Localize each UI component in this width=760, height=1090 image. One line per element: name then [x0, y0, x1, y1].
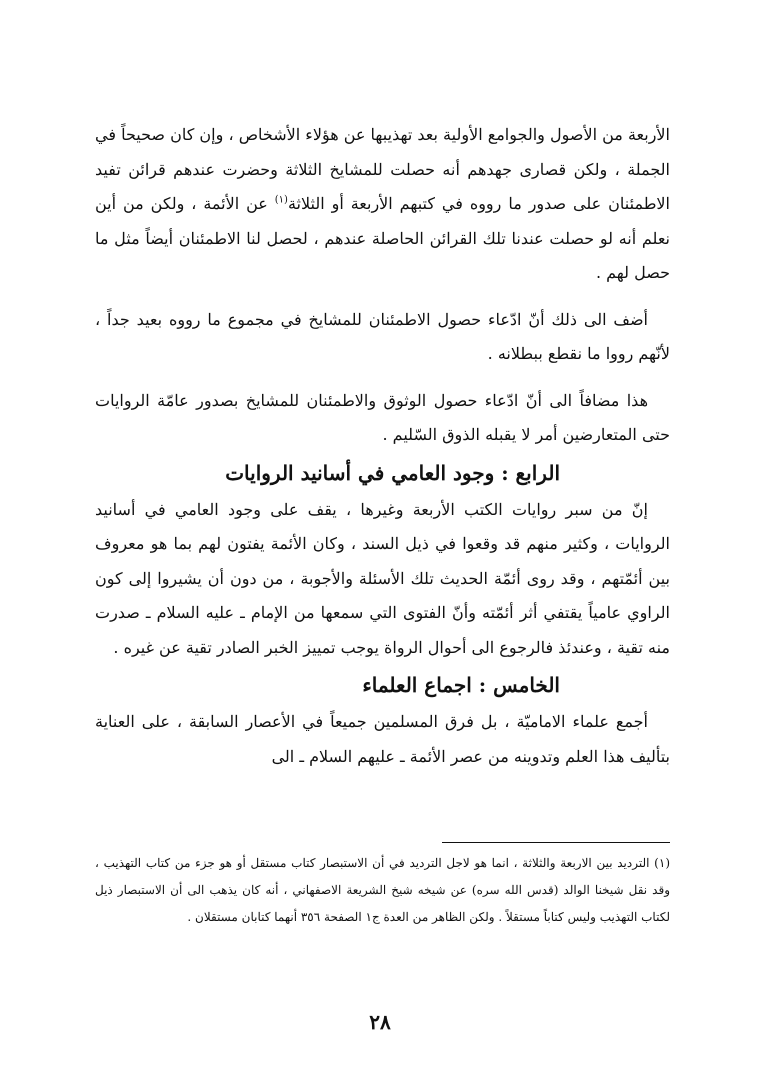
paragraph-5: أجمع علماء الاماميّة ، بل فرق المسلمين جميعاً في الأعصار السابقة ، على العناية بتأليف هذا العلم وتدوينه من عصر الأئمة ـ عليهم السلام ـ الى [95, 712, 670, 766]
paragraph-2: أضف الى ذلك أنّ ادّعاء حصول الاطمئنان للمشايخ في مجموع ما رووه بعيد جداً ، لأنّهم رووا ما نقطع ببطلانه . [95, 309, 670, 363]
paragraph-1 [95, 118, 670, 291]
section-heading-fourth: الرابع : وجود العامي في أسانيد الروايات [225, 460, 560, 485]
main-text [95, 118, 670, 774]
paragraph-1-continuation: عن الأئمة ، ولكن من أين نعلم أنه لو حصلت عندنا تلك القرائن الحاصلة عندهم ، لحصل لنا الاطمئنان أيضاً مثل ما حصل لهم . [95, 194, 670, 282]
footnote-reference: (١) [274, 194, 288, 206]
spacer [95, 372, 670, 384]
section-heading-fifth: الخامس : اجماع العلماء [362, 673, 560, 697]
footnote-1: (١) الترديد بين الاربعة والثلاثة ، انما هو لاجل الترديد في أن الاستبصار كتاب مستقل أو هو جزء من كتاب التهذيب ، وقد نقل شيخنا الوالد (قدس الله سره) عن شيخه شيخ الشريعة الاصفهاني ، أنه كان يذهب الى أن الاستبصار ذيل لكتاب التهذيب وليس كتاباً مستقلاً . ولكن الظاهر من العدة ج١ الصفحة ٣٥٦ أنهما كتابان مستقلان . [95, 856, 670, 924]
footnotes [95, 850, 670, 931]
footnote-divider [442, 842, 670, 843]
spacer [95, 291, 670, 303]
page-number: ٢٨ [369, 1010, 391, 1034]
paragraph-4: إنّ من سبر روايات الكتب الأربعة وغيرها ، يقف على وجود العامي في أسانيد الروايات ، وكثير منهم قد وقعوا في ذيل السند ، وكان الأئمة يفتون لهم بما هو معروف بين أئمّتهم ، وقد روى أئمّة الحديث تلك الأسئلة والأجوبة ، من دون أن يشيروا إلى كون الراوي عامياً يقتفي أثر أئمّته وأنّ الفتوى التي سمعها من الإمام ـ عليه السلام ـ صدرت منه تقية ، وعندئذ فالرجوع الى أحوال الرواة يوجب تمييز الخبر الصادر تقية عن غيره . [95, 499, 670, 657]
paragraph-1-text: الأربعة من الأصول والجوامع الأولية بعد تهذيبها عن هؤلاء الأشخاص ، وإن كان صحيحاً في الجملة ، ولكن قصارى جهدهم أنه حصلت للمشايخ الثلاثة وحضرت عندهم قرائن تفيد الاطمئنان على صدور ما رووه في كتبهم الأربعة أو الثلاثة [95, 125, 670, 213]
paragraph-3: هذا مضافاً الى أنّ ادّعاء حصول الوثوق والاطمئنان للمشايخ بصدور عامّة الروايات حتى المتعارضين أمر لا يقبله الذوق السّليم . [95, 390, 670, 444]
